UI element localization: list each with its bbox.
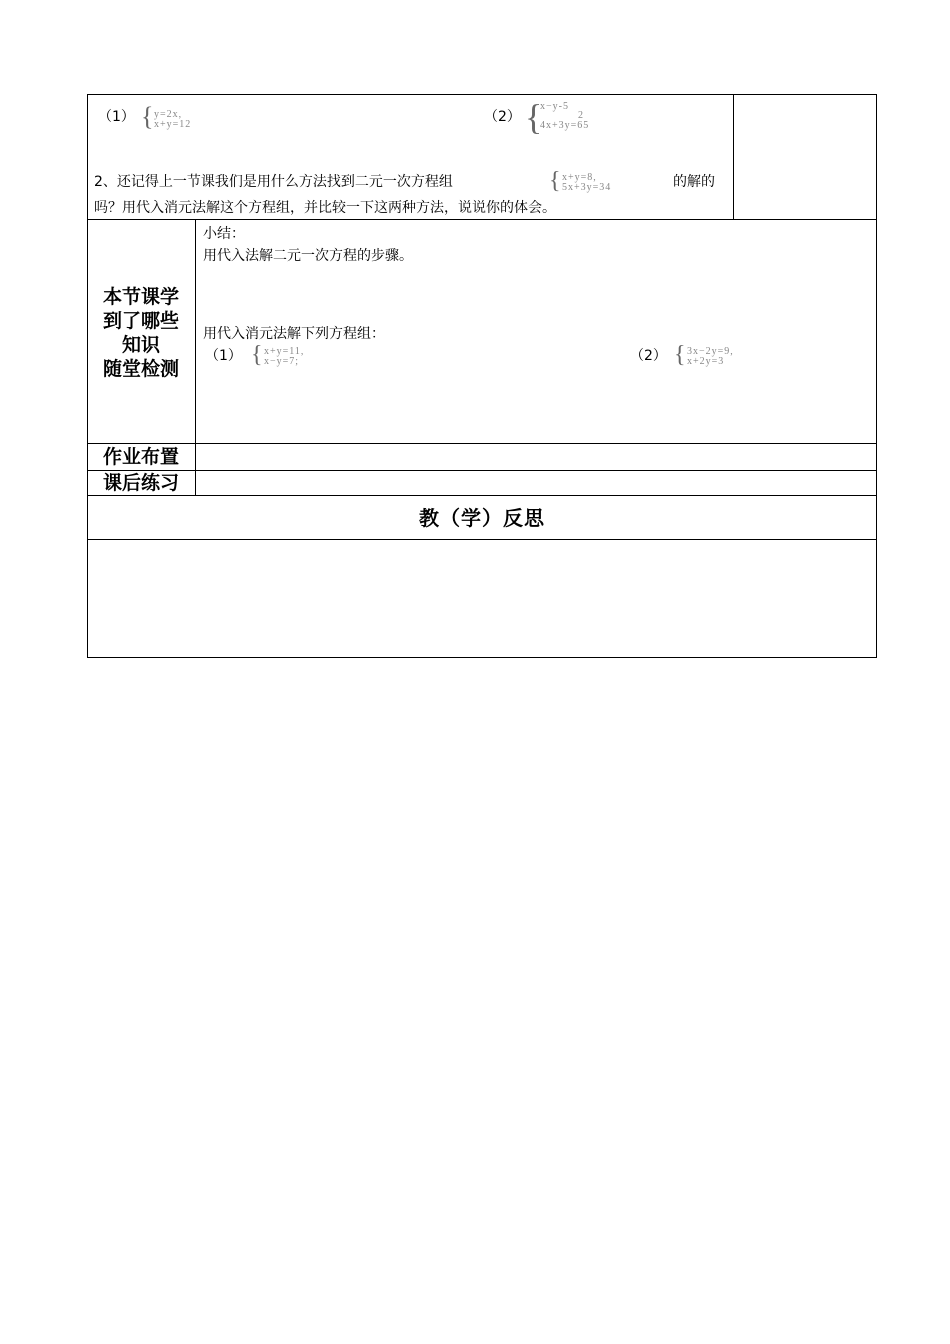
exercise2-brace: { xyxy=(674,342,686,368)
exercise1-label: （1） xyxy=(205,348,242,364)
knowledge-label-line2: 到了哪些 xyxy=(102,310,179,332)
item2-brace: { xyxy=(525,97,543,137)
item1-eq-line1: y=2x, xyxy=(154,109,183,120)
item1-brace: { xyxy=(141,102,154,131)
row-divider-1 xyxy=(87,219,877,220)
item2-eq-line3: 4x+3y=65 xyxy=(540,120,590,131)
reflection-title: 教（学）反思 xyxy=(419,506,545,530)
question2-text-part2: 的解的 xyxy=(673,174,715,190)
row-divider-3 xyxy=(87,470,877,471)
question2-brace: { xyxy=(549,168,561,194)
question2-eq-line1: x+y=8, xyxy=(562,172,597,183)
item1-label: （1） xyxy=(98,109,135,125)
summary-title: 小结： xyxy=(203,226,245,242)
label-column-divider xyxy=(195,219,196,495)
knowledge-label-line1: 本节课学 xyxy=(102,286,179,308)
item2-eq-line1: x−y-5 xyxy=(540,101,569,112)
exercise2-eq-line1: 3x−2y=9, xyxy=(687,346,734,357)
question2-eq-line2: 5x+3y=34 xyxy=(562,182,612,193)
knowledge-label-line4: 随堂检测 xyxy=(102,358,179,380)
question2-text-line2: 吗？用代入消元法解这个方程组，并比较一下这两种方法，说说你的体会。 xyxy=(94,200,556,216)
item2-eq-line2: 2 xyxy=(578,110,584,121)
exercise2-eq-line2: x+2y=3 xyxy=(687,356,725,367)
exercise1-eq-line1: x+y=11, xyxy=(264,346,305,357)
row-divider-4 xyxy=(87,495,877,496)
summary-text: 用代入法解二元一次方程的步骤。 xyxy=(203,248,413,264)
exercise1-eq-line2: x−y=7; xyxy=(264,356,300,367)
row-divider-5 xyxy=(87,539,877,540)
knowledge-label-line3: 知识 xyxy=(121,334,160,356)
homework-label: 作业布置 xyxy=(102,446,179,468)
question2-text-part1: 2、还记得上一节课我们是用什么方法找到二元一次方程组 xyxy=(94,174,453,190)
row-divider-2 xyxy=(87,443,877,444)
practice-label: 课后练习 xyxy=(102,472,179,494)
exercise1-brace: { xyxy=(251,342,263,368)
item2-label: （2） xyxy=(484,109,521,125)
item1-eq-line2: x+y=12 xyxy=(154,119,192,130)
exercise-title: 用代入消元法解下列方程组： xyxy=(203,326,385,342)
exercise2-label: （2） xyxy=(630,348,667,364)
row1-right-divider xyxy=(733,94,734,219)
